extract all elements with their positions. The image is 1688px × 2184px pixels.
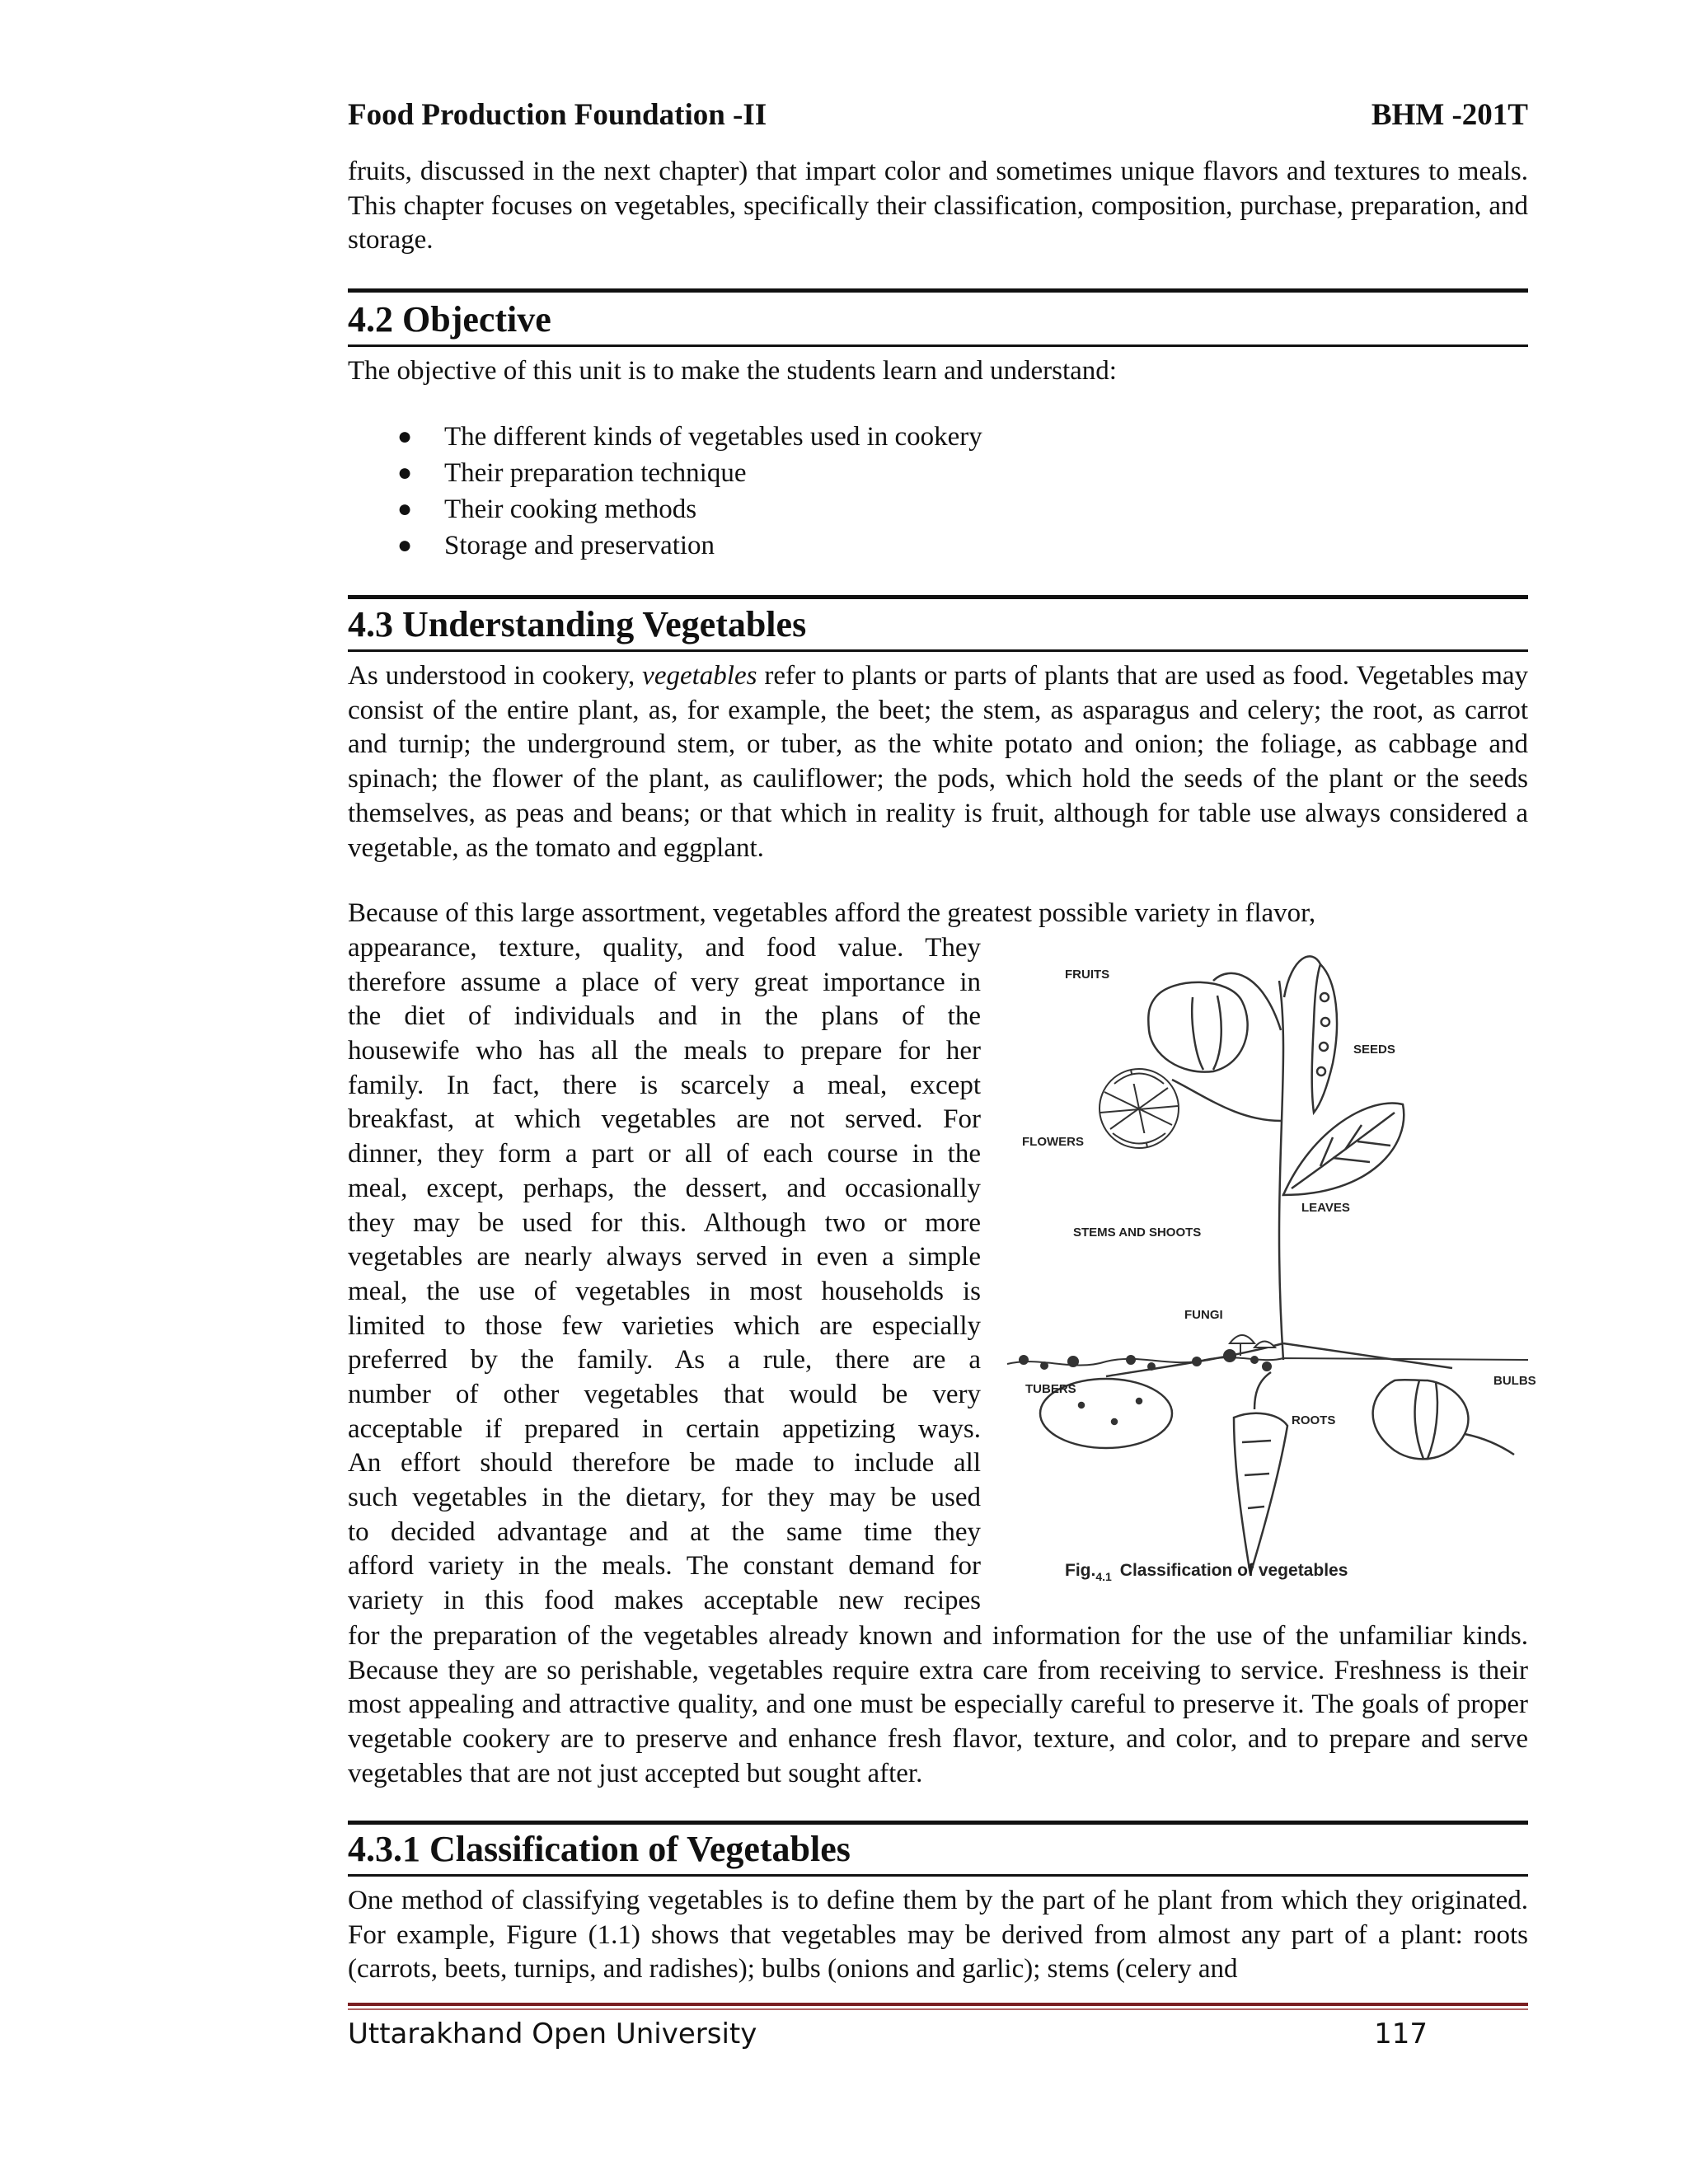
bullet-icon: ● bbox=[397, 495, 413, 523]
wrapped-text-line: to decided advantage and at the same time they bbox=[348, 1516, 981, 1547]
header-course-code: BHM -201T bbox=[1371, 98, 1528, 132]
section-rule-top bbox=[348, 288, 1528, 293]
wrapped-text-line: meal, the use of vegetables in most households is bbox=[348, 1276, 981, 1306]
wrapped-text-line: meal, except, perhaps, the dessert, and occasionally bbox=[348, 1173, 981, 1203]
footer-rule-thin bbox=[348, 2008, 1528, 2010]
wrapped-text-line: limited to those few varieties which are especially bbox=[348, 1310, 981, 1341]
section-heading-classification: 4.3.1 Classification of Vegetables bbox=[348, 1829, 851, 1869]
wrapped-text-line: number of other vegetables that would be very bbox=[348, 1379, 981, 1409]
section-rule-bottom bbox=[348, 344, 1528, 347]
wrapped-text-line: appearance, texture, quality, and food value. They bbox=[348, 933, 981, 963]
figure-caption: $Fig._{4.1}$ Classification of vegetables bbox=[1065, 1561, 1348, 1583]
bullet-icon: ● bbox=[397, 423, 413, 450]
onion-drawing bbox=[1373, 1380, 1514, 1459]
objective-lead: The objective of this unit is to make the students learn and understand: bbox=[348, 356, 1117, 386]
section-rule-top bbox=[348, 595, 1528, 599]
wrapped-text-line: An effort should therefore be made to include all bbox=[348, 1448, 981, 1479]
wrapped-text-line: housewife who has all the meals to prepare for her bbox=[348, 1036, 981, 1066]
wrapped-text-column bbox=[348, 931, 981, 1619]
list-item: ● The different kinds of vegetables used in cookery bbox=[348, 419, 1528, 455]
wrapped-text-line: therefore assume a place of very great importance in bbox=[348, 967, 981, 997]
intro-paragraph: fruits, discussed in the next chapter) that impart color and sometimes unique flavors and textures to meals. This chapter focuses on vegetables, specifically their classification, composition, purchase, preparation, and storage. bbox=[348, 157, 1528, 255]
wrapped-text-line: variety in this food makes acceptable new recipes bbox=[348, 1586, 981, 1616]
figure-label-seeds: SEEDS bbox=[1353, 1043, 1395, 1057]
leaf-drawing bbox=[1283, 1103, 1404, 1195]
list-item: ● Storage and preservation bbox=[348, 527, 1528, 564]
understanding-paragraph-1: As understood in cookery, vegetables refer to plants or parts of plants that are used as food. Vegetables may consist of the entire plant, as, for example, the beet; the stem, as asparagus and celery; the root, as carrot and turnip; the underground stem, or tuber, as the white potato and onion; the foliage, as cabbage and spinach; the flower of the plant, as cauliflower; the pods, which hold the seeds of the plant or the seeds themselves, as peas and beans; or that which in reality is fruit, although for table use always considered a vegetable, as the tomato and eggplant. bbox=[348, 661, 1529, 863]
bullet-icon: ● bbox=[397, 459, 413, 486]
figure-label-roots: ROOTS bbox=[1292, 1413, 1336, 1427]
figure-label-leaves: LEAVES bbox=[1301, 1201, 1350, 1215]
bullet-icon: ● bbox=[397, 532, 413, 559]
wrapped-text-line: acceptable if prepared in certain appetizing ways. bbox=[348, 1413, 981, 1444]
wrapped-text-line: preferred by the family. As a rule, there are a bbox=[348, 1345, 981, 1376]
wrapped-text-line: family. In fact, there is scarcely a meal, except bbox=[348, 1070, 981, 1100]
pepper-drawing bbox=[1148, 982, 1247, 1072]
section-heading-understanding: 4.3 Understanding Vegetables bbox=[348, 604, 807, 644]
wrapped-text-line: they may be used for this. Although two or more bbox=[348, 1207, 981, 1238]
figure-label-fruits: FRUITS bbox=[1065, 968, 1110, 982]
vegetable-classification-figure bbox=[1007, 931, 1536, 1591]
mushroom-drawing bbox=[1230, 1335, 1275, 1356]
section-rule-bottom bbox=[348, 649, 1528, 652]
wrapped-text-line: afford variety in the meals. The constant demand for bbox=[348, 1551, 981, 1582]
footer-university: Uttarakhand Open University bbox=[348, 2018, 757, 2050]
understanding-paragraph-2-continued: for the preparation of the vegetables already known and information for the use of the unfamiliar kinds. Because they are so perishable, vegetables require extra care from receiving to service. Freshness is their most appealing and attractive quality, and one must be especially careful to preserve it. The goals of proper vegetable cookery are to preserve and enhance fresh flavor, texture, and color, and to prepare and serve vegetables that are not just accepted but sought after. bbox=[348, 1621, 1528, 1788]
wrapped-text-line: the diet of individuals and in the plans of the bbox=[348, 1001, 981, 1032]
list-item: ● Their cooking methods bbox=[348, 491, 1528, 527]
section-heading-objective: 4.2 Objective bbox=[348, 299, 551, 340]
figure-label-stems: STEMS AND SHOOTS bbox=[1073, 1226, 1202, 1240]
pea-pod-drawing bbox=[1312, 964, 1337, 1113]
page-footer bbox=[348, 2018, 1428, 2059]
section-rule-bottom bbox=[348, 1874, 1528, 1877]
figure-label-bulbs: BULBS bbox=[1493, 1374, 1536, 1388]
wrapped-text-line: such vegetables in the dietary, for they may be used bbox=[348, 1483, 981, 1512]
figure-label-flowers: FLOWERS bbox=[1022, 1135, 1084, 1149]
wrapped-text-line: breakfast, at which vegetables are not served. For bbox=[348, 1104, 981, 1135]
footer-rule bbox=[348, 2003, 1528, 2006]
header-course-title: Food Production Foundation -II bbox=[348, 98, 767, 132]
figure-label-tubers: TUBERS bbox=[1025, 1382, 1076, 1396]
classification-paragraph: One method of classifying vegetables is to define them by the part of he plant from which they originated. For example, Figure (1.1) shows that vegetables may be derived from almost any part of a plant: roots (carrots, beets, turnips, and radishes); bulbs (onions and garlic); stems (celery and bbox=[348, 1886, 1528, 1985]
objective-list bbox=[348, 419, 1528, 564]
figure-label-fungi: FUNGI bbox=[1184, 1308, 1223, 1322]
page-number: 117 bbox=[1374, 2018, 1428, 2050]
understanding-paragraph-2-first-line: Because of this large assortment, vegetables afford the greatest possible variety in flavor, bbox=[348, 898, 1316, 928]
artichoke-drawing bbox=[1100, 1069, 1179, 1148]
wrapped-text-line: vegetables are nearly always served in even a simple bbox=[348, 1242, 981, 1272]
list-item: ● Their preparation technique bbox=[348, 455, 1528, 491]
carrot-drawing bbox=[1234, 1372, 1287, 1574]
section-rule-top bbox=[348, 1821, 1528, 1825]
wrapped-text-line: dinner, they form a part or all of each course in the bbox=[348, 1139, 981, 1169]
running-header bbox=[348, 97, 1528, 138]
